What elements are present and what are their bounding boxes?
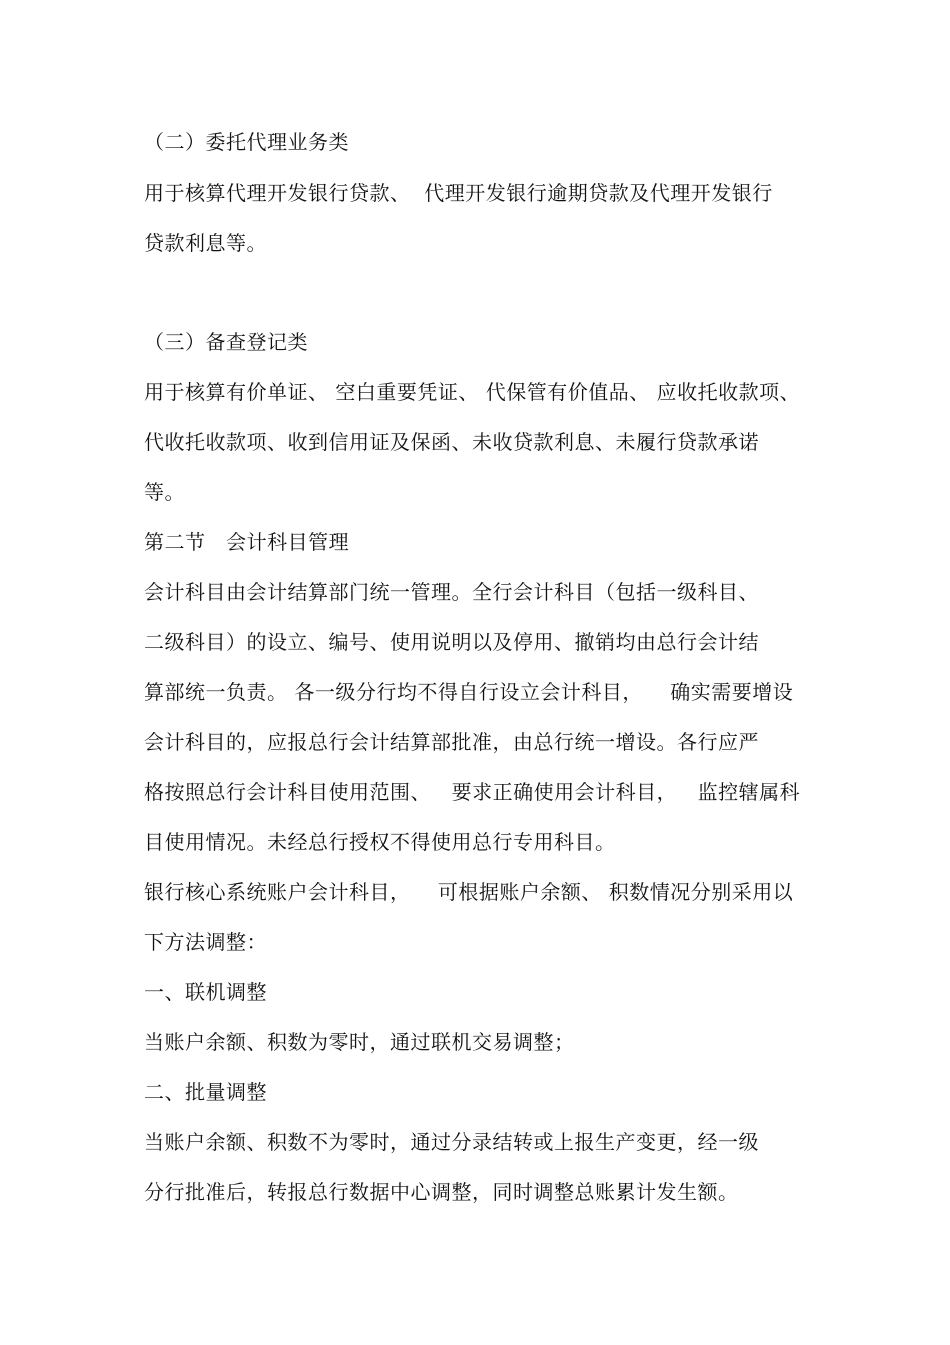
- section-heading-3: （三）备查登记类: [144, 330, 308, 354]
- paragraph-line: 用于核算代理开发银行贷款、 代理开发银行逾期贷款及代理开发银行: [144, 181, 773, 205]
- paragraph-line: 会计科目的，应报总行会计结算部批准，由总行统一增设。各行应严: [144, 730, 759, 754]
- list-heading-1: 一、联机调整: [144, 980, 267, 1004]
- section-heading-2: （二）委托代理业务类: [144, 130, 349, 154]
- paragraph-line: 当账户余额、积数为零时，通过联机交易调整；: [144, 1030, 575, 1054]
- paragraph-line: 二级科目）的设立、编号、使用说明以及停用、撤销均由总行会计结: [144, 630, 759, 654]
- paragraph-line: 下方法调整：: [144, 930, 267, 954]
- paragraph-line: 会计科目由会计结算部门统一管理。全行会计科目（包括一级科目、: [144, 580, 759, 604]
- paragraph-line: 分行批准后，转报总行数据中心调整，同时调整总账累计发生额。: [144, 1180, 739, 1204]
- paragraph-line: 算部统一负责。 各一级分行均不得自行设立会计科目， 确实需要增设: [144, 680, 794, 704]
- paragraph-line: 等。: [144, 480, 185, 504]
- paragraph-line: 贷款利息等。: [144, 231, 267, 255]
- paragraph-line: 代收托收款项、收到信用证及保函、未收贷款利息、未履行贷款承诺: [144, 430, 759, 454]
- paragraph-line: 格按照总行会计科目使用范围、 要求正确使用会计科目， 监控辖属科: [144, 780, 801, 804]
- paragraph-line: 用于核算有价单证、 空白重要凭证、 代保管有价值品、 应收托收款项、: [144, 380, 801, 404]
- paragraph-line: 目使用情况。未经总行授权不得使用总行专用科目。: [144, 830, 616, 854]
- list-heading-2: 二、批量调整: [144, 1080, 267, 1104]
- paragraph-line: 银行核心系统账户会计科目， 可根据账户余额、 积数情况分别采用以: [144, 880, 794, 904]
- paragraph-line: 当账户余额、积数不为零时，通过分录结转或上报生产变更，经一级: [144, 1130, 759, 1154]
- chapter-section-title: 第二节 会计科目管理: [144, 530, 350, 554]
